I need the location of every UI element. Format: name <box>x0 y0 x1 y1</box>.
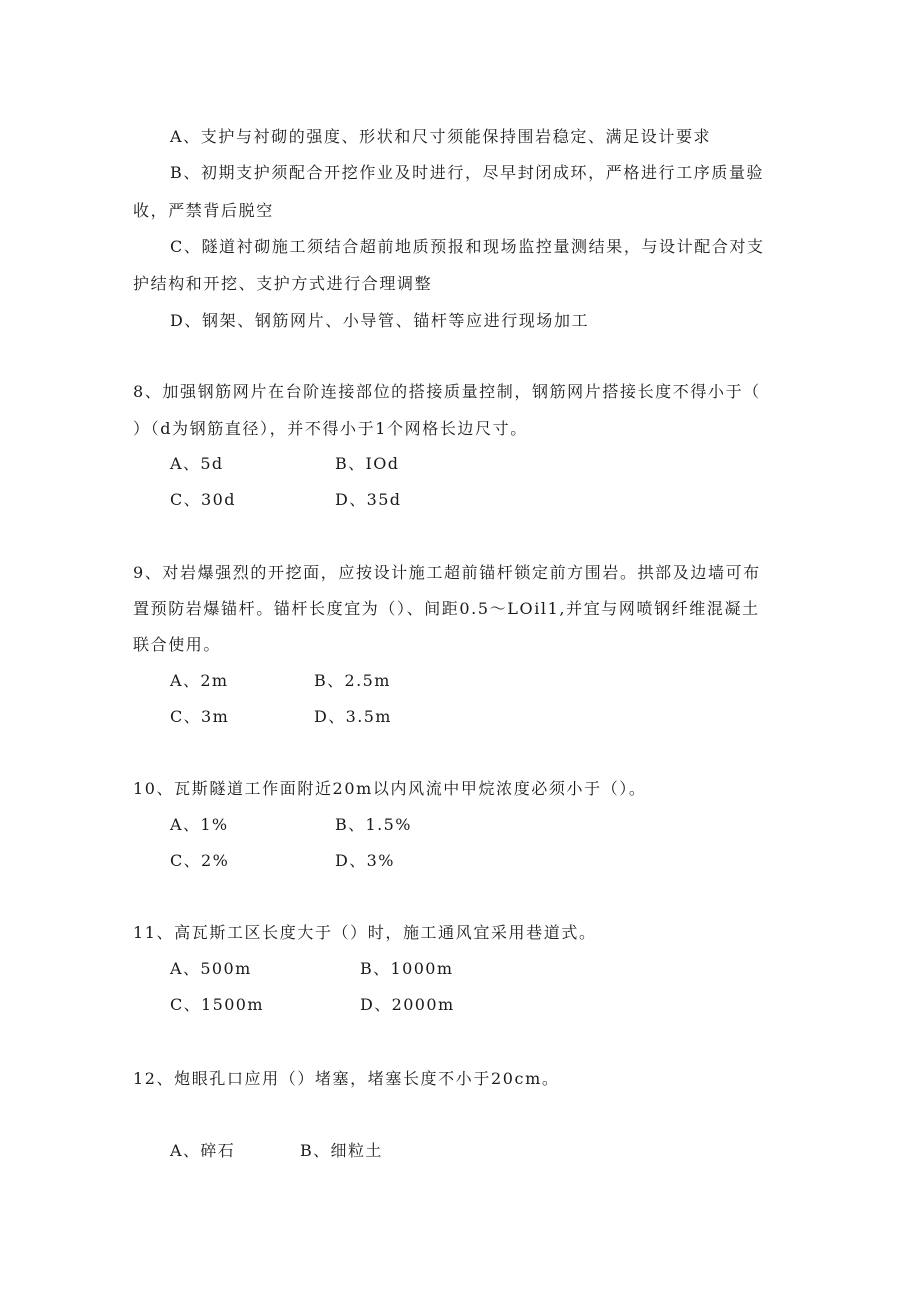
q11-option-d: D、2000m <box>360 995 455 1014</box>
q9-stem-line1: 9、对岩爆强烈的开挖面，应按设计施工超前锚杆锁定前方围岩。拱部及边墙可布 <box>133 563 761 582</box>
q9-option-b: B、2.5m <box>314 671 391 690</box>
q9-stem-line2: 置预防岩爆锚杆。锚杆长度宜为（）、间距0.5～LOil1,并宜与网喷钢纤维混凝土 <box>133 599 760 618</box>
q9-option-c: C、3m <box>170 707 230 726</box>
q11-option-a: A、500m <box>170 959 252 978</box>
q12-option-a: A、碎石 <box>170 1141 236 1160</box>
q10-option-a: A、1% <box>170 815 229 834</box>
q9-stem-line3: 联合使用。 <box>133 635 222 654</box>
q10-option-b: B、1.5% <box>335 815 412 834</box>
q7-option-b: B、初期支护须配合开挖作业及时进行，尽早封闭成环，严格进行工序质量验 <box>170 163 765 182</box>
q11-stem: 11、高瓦斯工区长度大于（）时，施工通风宜采用巷道式。 <box>133 923 597 942</box>
q8-stem-line1: 8、加强钢筋网片在台阶连接部位的搭接质量控制，钢筋网片搭接长度不得小于（ <box>133 382 761 401</box>
q8-option-c: C、30d <box>170 490 236 509</box>
q11-option-b: B、1000m <box>360 959 454 978</box>
q10-option-d: D、3% <box>335 851 395 870</box>
q8-option-a: A、5d <box>170 454 224 473</box>
q8-option-d: D、35d <box>335 490 402 509</box>
q9-option-a: A、2m <box>170 671 229 690</box>
q10-option-c: C、2% <box>170 851 230 870</box>
q7-option-b-cont: 收，严禁背后脱空 <box>133 201 274 220</box>
q11-option-c: C、1500m <box>170 995 264 1014</box>
q8-stem-line2: ）（d为钢筋直径），并不得小于1个网格长边尺寸。 <box>133 419 528 438</box>
q7-option-d: D、钢架、钢筋网片、小导管、锚杆等应进行现场加工 <box>170 311 590 330</box>
q7-option-a: A、支护与衬砌的强度、形状和尺寸须能保持围岩稳定、满足设计要求 <box>170 127 712 146</box>
q7-option-c-cont: 护结构和开挖、支护方式进行合理调整 <box>133 274 433 293</box>
q10-stem: 10、瓦斯隧道工作面附近20m以内风流中甲烷浓度必须小于（）。 <box>133 779 647 798</box>
q8-option-b: B、IOd <box>335 454 400 473</box>
q9-option-d: D、3.5m <box>314 707 392 726</box>
q12-stem: 12、炮眼孔口应用（）堵塞，堵塞长度不小于20cm。 <box>133 1069 560 1088</box>
q12-option-b: B、细粒土 <box>300 1141 383 1160</box>
q7-option-c: C、隧道衬砌施工须结合超前地质预报和现场监控量测结果，与设计配合对支 <box>170 237 765 256</box>
